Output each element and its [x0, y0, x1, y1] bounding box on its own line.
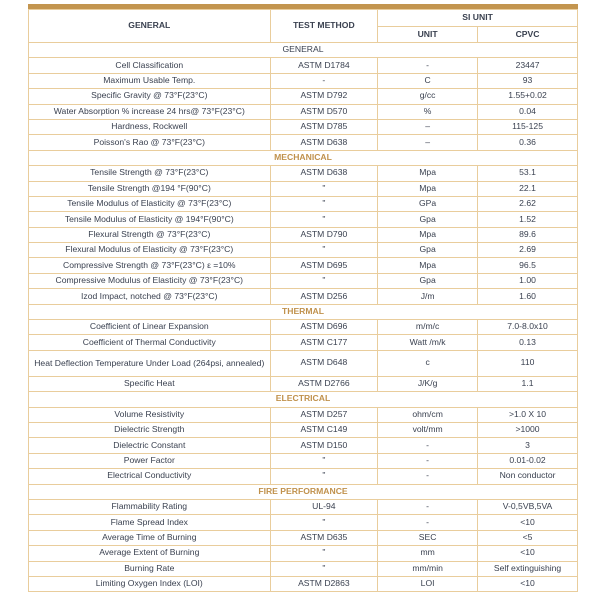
property-cell: Volume Resistivity	[29, 407, 271, 422]
test-method-cell: ASTM D635	[270, 530, 378, 545]
cpvc-value-cell: 1.60	[478, 289, 578, 304]
unit-cell: ohm/cm	[378, 407, 478, 422]
property-cell: Flexural Modulus of Elasticity @ 73°F(23°C)	[29, 243, 271, 258]
property-cell: Flame Spread Index	[29, 515, 271, 530]
property-cell: Dielectric Strength	[29, 422, 271, 437]
cpvc-value-cell: 3	[478, 438, 578, 453]
table-row	[29, 499, 578, 514]
cpvc-value-cell: <10	[478, 546, 578, 561]
table-row	[29, 469, 578, 484]
section-title: THERMAL	[29, 304, 578, 319]
column-subheader-cpvc: CPVC	[478, 27, 578, 43]
column-subheader-unit: UNIT	[378, 27, 478, 43]
test-method-cell: "	[270, 546, 378, 561]
table-row	[29, 407, 578, 422]
cpvc-value-cell: 7.0-8.0x10	[478, 320, 578, 335]
unit-cell: –	[378, 135, 478, 150]
unit-cell: -	[378, 469, 478, 484]
cpvc-value-cell: <5	[478, 530, 578, 545]
test-method-cell: "	[270, 273, 378, 288]
property-cell: Water Absorption % increase 24 hrs@ 73°F(23°C)	[29, 104, 271, 119]
property-cell: Tensile Strength @194 °F(90°C)	[29, 181, 271, 196]
test-method-cell: ASTM D2863	[270, 576, 378, 591]
table-header-row-1	[29, 10, 578, 27]
table-row	[29, 320, 578, 335]
property-cell: Specific Gravity @ 73°F(23°C)	[29, 89, 271, 104]
cpvc-value-cell: Non conductor	[478, 469, 578, 484]
table-row	[29, 530, 578, 545]
cpvc-value-cell: 53.1	[478, 166, 578, 181]
unit-cell: Gpa	[378, 212, 478, 227]
table-row	[29, 376, 578, 391]
table-row	[29, 73, 578, 88]
property-cell: Limiting Oxygen Index (LOI)	[29, 576, 271, 591]
property-cell: Specific Heat	[29, 376, 271, 391]
cpvc-value-cell: 89.6	[478, 227, 578, 242]
test-method-cell: "	[270, 196, 378, 211]
cpvc-value-cell: 0.04	[478, 104, 578, 119]
table-row	[29, 422, 578, 437]
section-title: FIRE PERFORMANCE	[29, 484, 578, 499]
cpvc-value-cell: 115-125	[478, 119, 578, 134]
table-row	[29, 58, 578, 73]
property-cell: Burning Rate	[29, 561, 271, 576]
cpvc-value-cell: 1.55+0.02	[478, 89, 578, 104]
test-method-cell: ASTM D150	[270, 438, 378, 453]
unit-cell: m/m/c	[378, 320, 478, 335]
cpvc-value-cell: 2.62	[478, 196, 578, 211]
section-row	[29, 304, 578, 319]
unit-cell: Mpa	[378, 227, 478, 242]
table-row	[29, 212, 578, 227]
column-header-si-unit: SI UNIT	[378, 10, 578, 27]
section-row	[29, 150, 578, 165]
section-title: GENERAL	[29, 43, 578, 58]
cpvc-value-cell: 0.13	[478, 335, 578, 350]
unit-cell: %	[378, 104, 478, 119]
table-row	[29, 258, 578, 273]
table-row	[29, 227, 578, 242]
table-row	[29, 243, 578, 258]
test-method-cell: -	[270, 73, 378, 88]
table-row	[29, 104, 578, 119]
property-cell: Heat Deflection Temperature Under Load (264psi, annealed)	[29, 350, 271, 376]
property-cell: Power Factor	[29, 453, 271, 468]
table-row	[29, 576, 578, 591]
unit-cell: Watt /m/k	[378, 335, 478, 350]
test-method-cell: ASTM C177	[270, 335, 378, 350]
section-title: ELECTRICAL	[29, 392, 578, 407]
unit-cell: Gpa	[378, 273, 478, 288]
unit-cell: mm	[378, 546, 478, 561]
column-header-general: GENERAL	[29, 10, 271, 43]
property-cell: Izod Impact, notched @ 73°F(23°C)	[29, 289, 271, 304]
test-method-cell: "	[270, 181, 378, 196]
property-cell: Poisson's Rao @ 73°F(23°C)	[29, 135, 271, 150]
property-cell: Tensile Modulus of Elasticity @ 73°F(23°C)	[29, 196, 271, 211]
properties-table-container	[28, 4, 578, 592]
cpvc-value-cell: 0.01-0.02	[478, 453, 578, 468]
test-method-cell: "	[270, 515, 378, 530]
cpvc-value-cell: 1.1	[478, 376, 578, 391]
unit-cell: SEC	[378, 530, 478, 545]
cpvc-value-cell: 0.36	[478, 135, 578, 150]
test-method-cell: ASTM C149	[270, 422, 378, 437]
property-cell: Coefficient of Linear Expansion	[29, 320, 271, 335]
unit-cell: -	[378, 515, 478, 530]
table-row	[29, 335, 578, 350]
test-method-cell: ASTM D638	[270, 135, 378, 150]
table-row	[29, 546, 578, 561]
test-method-cell: ASTM D2766	[270, 376, 378, 391]
property-cell: Flexural Strength @ 73°F(23°C)	[29, 227, 271, 242]
test-method-cell: UL-94	[270, 499, 378, 514]
cpvc-value-cell: 1.52	[478, 212, 578, 227]
section-row	[29, 484, 578, 499]
property-cell: Compressive Modulus of Elasticity @ 73°F(23°C)	[29, 273, 271, 288]
table-row	[29, 181, 578, 196]
test-method-cell: ASTM D1784	[270, 58, 378, 73]
test-method-cell: "	[270, 469, 378, 484]
unit-cell: g/cc	[378, 89, 478, 104]
unit-cell: Mpa	[378, 258, 478, 273]
cpvc-value-cell: 93	[478, 73, 578, 88]
unit-cell: volt/mm	[378, 422, 478, 437]
cpvc-value-cell: Self extinguishing	[478, 561, 578, 576]
property-cell: Electrical Conductivity	[29, 469, 271, 484]
table-row	[29, 196, 578, 211]
cpvc-value-cell: 22.1	[478, 181, 578, 196]
test-method-cell: "	[270, 453, 378, 468]
unit-cell: c	[378, 350, 478, 376]
unit-cell: Gpa	[378, 243, 478, 258]
cpvc-value-cell: >1000	[478, 422, 578, 437]
unit-cell: -	[378, 438, 478, 453]
unit-cell: -	[378, 453, 478, 468]
property-cell: Average Time of Burning	[29, 530, 271, 545]
column-header-test-method: TEST METHOD	[270, 10, 378, 43]
property-cell: Compressive Strength @ 73°F(23°C) ε =10%	[29, 258, 271, 273]
table-row	[29, 135, 578, 150]
test-method-cell: ASTM D257	[270, 407, 378, 422]
cpvc-value-cell: <10	[478, 515, 578, 530]
test-method-cell: "	[270, 243, 378, 258]
unit-cell: J/m	[378, 289, 478, 304]
table-row	[29, 515, 578, 530]
test-method-cell: ASTM D792	[270, 89, 378, 104]
test-method-cell: ASTM D785	[270, 119, 378, 134]
cpvc-value-cell: V-0,5VB,5VA	[478, 499, 578, 514]
section-title: MECHANICAL	[29, 150, 578, 165]
table-row	[29, 166, 578, 181]
unit-cell: –	[378, 119, 478, 134]
test-method-cell: ASTM D256	[270, 289, 378, 304]
test-method-cell: ASTM D648	[270, 350, 378, 376]
section-row	[29, 43, 578, 58]
unit-cell: mm/min	[378, 561, 478, 576]
cpvc-value-cell: 96.5	[478, 258, 578, 273]
cpvc-value-cell: 2.69	[478, 243, 578, 258]
table-row	[29, 561, 578, 576]
test-method-cell: ASTM D696	[270, 320, 378, 335]
property-cell: Average Extent of Burning	[29, 546, 271, 561]
property-cell: Maximum Usable Temp.	[29, 73, 271, 88]
table-row	[29, 350, 578, 376]
unit-cell: C	[378, 73, 478, 88]
unit-cell: -	[378, 58, 478, 73]
unit-cell: Mpa	[378, 166, 478, 181]
unit-cell: GPa	[378, 196, 478, 211]
test-method-cell: "	[270, 212, 378, 227]
table-row	[29, 119, 578, 134]
test-method-cell: "	[270, 561, 378, 576]
cpvc-value-cell: 23447	[478, 58, 578, 73]
test-method-cell: ASTM D570	[270, 104, 378, 119]
test-method-cell: ASTM D790	[270, 227, 378, 242]
cpvc-value-cell: <10	[478, 576, 578, 591]
property-cell: Tensile Modulus of Elasticity @ 194°F(90°C)	[29, 212, 271, 227]
unit-cell: Mpa	[378, 181, 478, 196]
property-cell: Coefficient of Thermal Conductivity	[29, 335, 271, 350]
unit-cell: -	[378, 499, 478, 514]
cpvc-value-cell: >1.0 X 10	[478, 407, 578, 422]
unit-cell: LOI	[378, 576, 478, 591]
property-cell: Hardness, Rockwell	[29, 119, 271, 134]
test-method-cell: ASTM D638	[270, 166, 378, 181]
table-row	[29, 438, 578, 453]
table-row	[29, 289, 578, 304]
table-row	[29, 453, 578, 468]
table-row	[29, 273, 578, 288]
property-cell: Cell Classification	[29, 58, 271, 73]
property-cell: Dielectric Constant	[29, 438, 271, 453]
material-properties-table	[28, 9, 578, 592]
property-cell: Tensile Strength @ 73°F(23°C)	[29, 166, 271, 181]
property-cell: Flammability Rating	[29, 499, 271, 514]
section-row	[29, 392, 578, 407]
cpvc-value-cell: 1.00	[478, 273, 578, 288]
cpvc-value-cell: 110	[478, 350, 578, 376]
table-row	[29, 89, 578, 104]
test-method-cell: ASTM D695	[270, 258, 378, 273]
unit-cell: J/K/g	[378, 376, 478, 391]
